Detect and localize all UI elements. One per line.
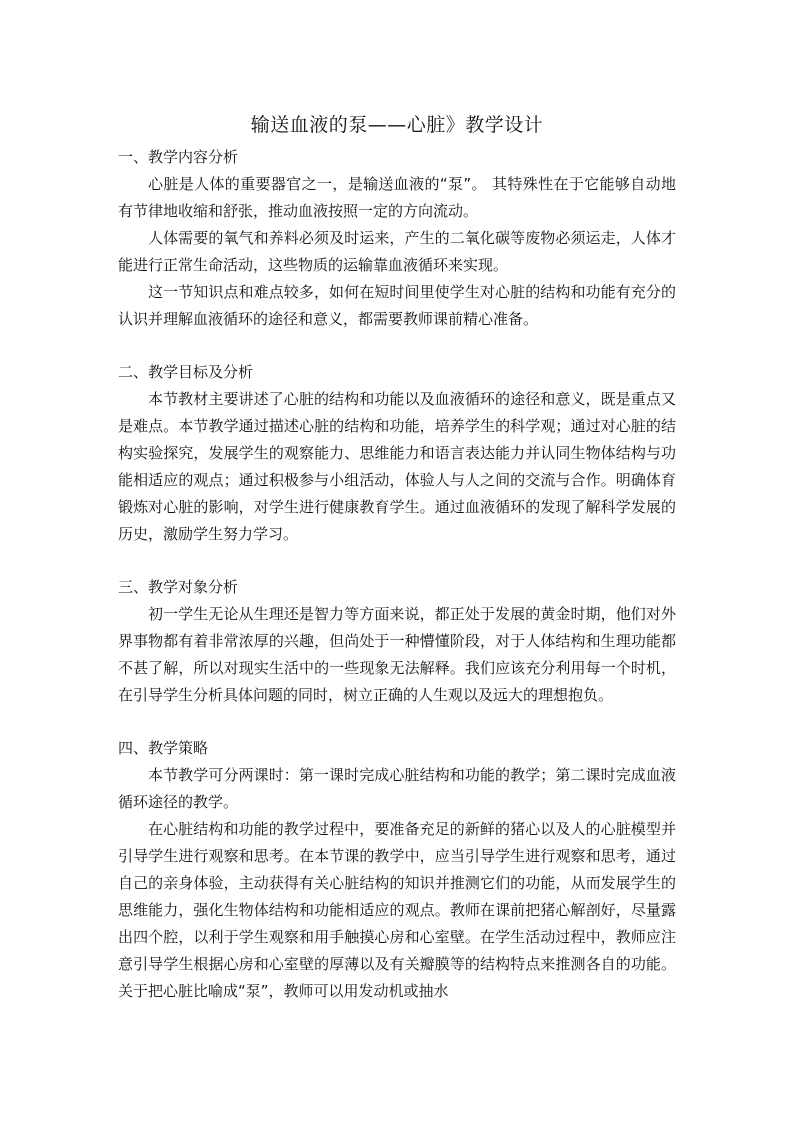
- document-page: [118, 108, 676, 1005]
- paragraph: 本节教学可分两课时：第一课时完成心脏结构和功能的教学；第二课时完成血液循环途径的教学。: [118, 766, 676, 811]
- paragraph: 人体需要的氧气和养料必须及时运来，产生的二氧化碳等废物必须运走，人体才能进行正常生命活动，这些物质的运输靠血液循环来实现。: [118, 229, 676, 274]
- section-teaching-strategy: [118, 735, 676, 1005]
- paragraph: 初一学生无论从生理还是智力等方面来说，都正处于发展的黄金时期，他们对外界事物都有着非常浓厚的兴趣，但尚处于一种懵懂阶段，对于人体结构和生理功能都不甚了解，所以对现实生活中的一些现象无法解释。我们应该充分利用每一个时机，在引导学生分析具体问题的同时，树立正确的人生观以及远大的理想抱负。: [118, 605, 676, 704]
- section-heading: 二、教学目标及分析: [118, 363, 254, 381]
- paragraph: 这一节知识点和难点较多，如何在短时间里使学生对心脏的结构和功能有充分的认识并理解血液循环的途径和意义，都需要教师课前精心准备。: [118, 283, 676, 328]
- section-content-analysis: [118, 144, 676, 333]
- paragraph: 在心脏结构和功能的教学过程中，要准备充足的新鲜的猪心以及人的心脏模型并引导学生进行观察和思考。在本节课的教学中，应当引导学生进行观察和思考，通过自己的亲身体验，主动获得有关心脏结构的知识并推测它们的功能，从而发展学生的思维能力，强化生物体结构和功能相适应的观点。教师在课前把猪心解剖好，尽量露出四个腔，以利于学生观察和用手触摸心房和心室壁。在学生活动过程中，教师应注意引导学生根据心房和心室壁的厚薄以及有关瓣膜等的结构特点来推测各自的功能。关于把心脏比喻成“泵”，教师可以用发动机或抽水: [118, 820, 676, 1000]
- section-heading: 一、教学内容分析: [118, 148, 239, 166]
- section-teaching-goals: [118, 359, 676, 548]
- document-title: 输送血液的泵——心脏》教学设计: [250, 114, 544, 136]
- section-audience-analysis: [118, 574, 676, 709]
- paragraph: 心脏是人体的重要器官之一，是输送血液的“泵”。 其特殊性在于它能够自动地有节律地收缩和舒张，推动血液按照一定的方向流动。: [118, 175, 676, 220]
- paragraph: 本节教材主要讲述了心脏的结构和功能以及血液循环的途径和意义，既是重点又是难点。本节教学通过描述心脏的结构和功能，培养学生的科学观；通过对心脏的结构实验探究，发展学生的观察能力、思维能力和语言表达能力并认同生物体结构与功能相适应的观点；通过积极参与小组活动，体验人与人之间的交流与合作。明确体育锻炼对心脏的影响，对学生进行健康教育学生。通过血液循环的发现了解科学发展的历史，激励学生努力学习。: [118, 390, 676, 543]
- section-heading: 三、教学对象分析: [118, 578, 239, 596]
- section-heading: 四、教学策略: [118, 739, 209, 757]
